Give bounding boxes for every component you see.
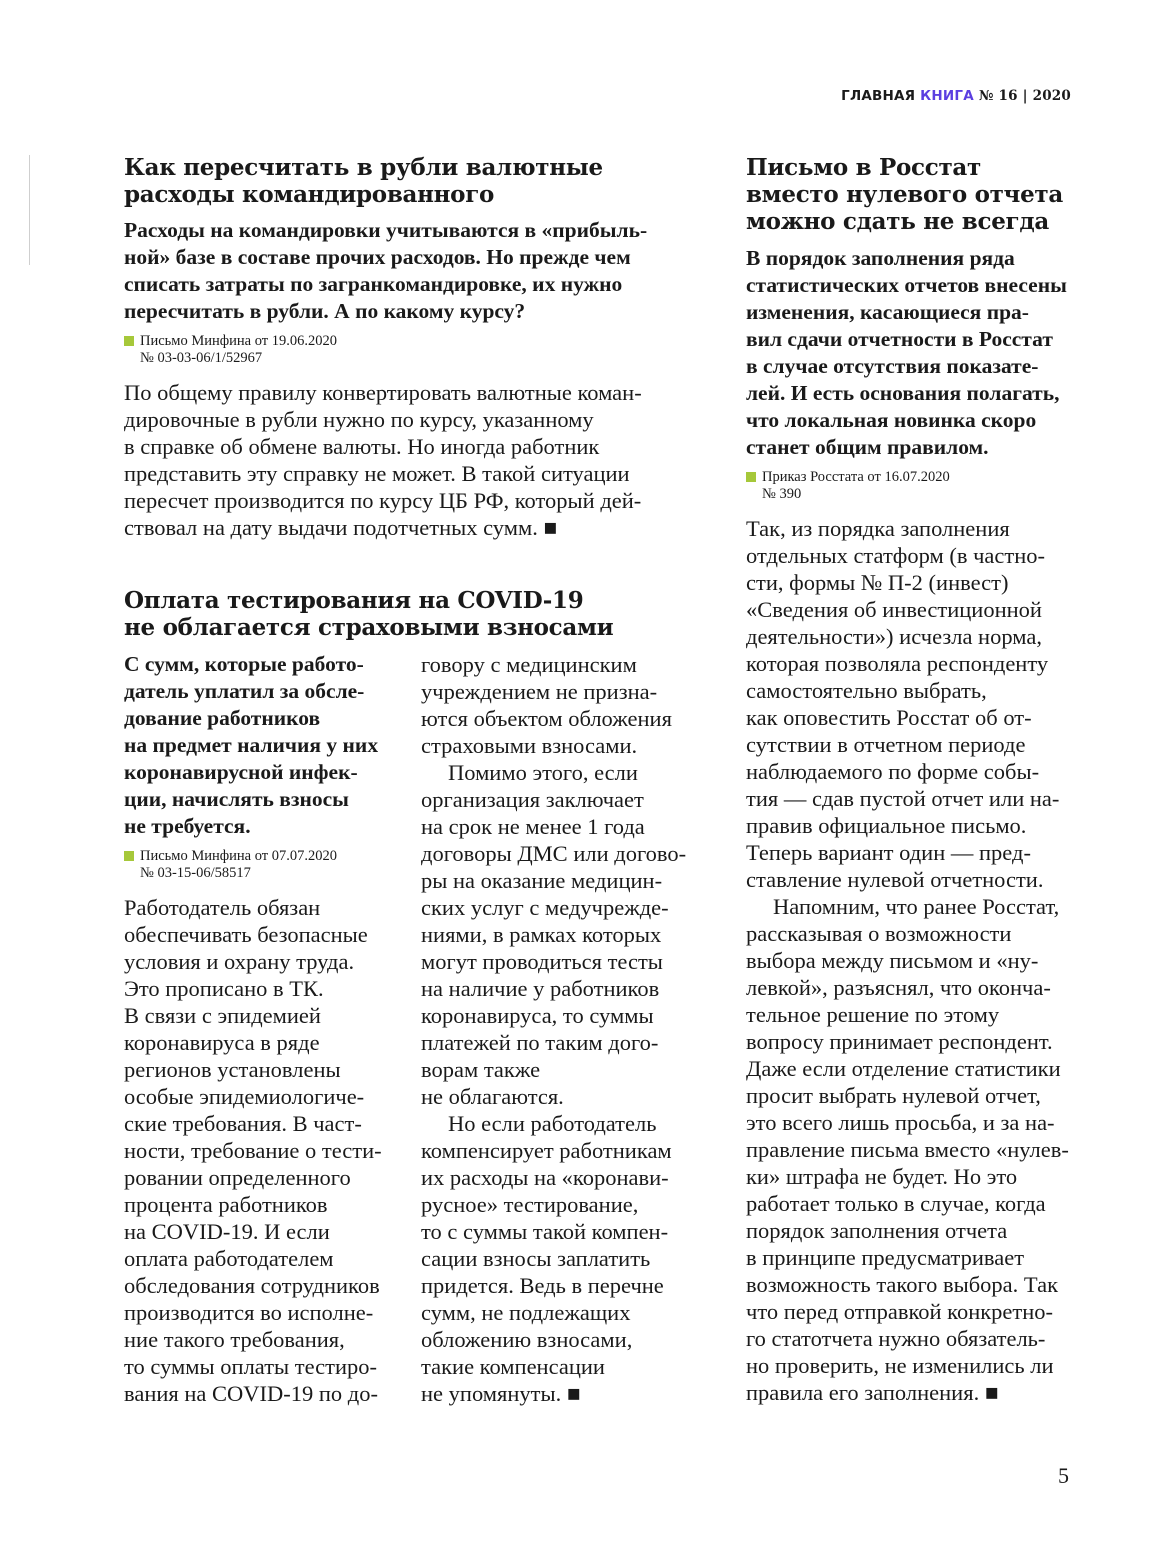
article1-source bbox=[124, 333, 337, 367]
article2-lead: С сумм, которые работо- датель уплатил за обсле- дование работников на предмет наличия у них коронавирусной инфек- ции, начислять взносы не требуется. bbox=[124, 652, 379, 838]
article3-source bbox=[746, 469, 950, 503]
source-marker-icon bbox=[124, 851, 134, 861]
article2-column1 bbox=[124, 894, 382, 1407]
source-text: Приказ Росстата от 16.07.2020 № 390 bbox=[762, 469, 950, 502]
paragraph: По общему правилу конвертировать валютные коман- дировочные в рубли нужно по курсу, указанному в справке об обмене валюты. Но иногда работник представить эту справку не может. В такой ситуации пересчет производится по курсу ЦБ РФ, который дей- ствовал на дату выдачи подотчетных сумм. ■ bbox=[124, 380, 642, 540]
article3-body bbox=[746, 515, 1069, 1406]
article2-title: Оплата тестирования на COVID-19 не облагается страховыми взносами bbox=[124, 587, 614, 641]
brand-accent: КНИГА bbox=[920, 88, 974, 104]
paragraph: Так, из порядка заполнения отдельных статформ (в частно- сти, формы № П-2 (инвест) «Сведения об инвестиционной деятельности») исчезла норма, которая позволяла респонденту самостоятельно выбрать, как оповестить Росстат об от- сутствии в отчетном периоде наблюдаемого по форме собы- тия — сдав пустой отчет или на- правив официальное письмо. Теперь вариант один — пред- ставление нулевой отчетности. bbox=[746, 516, 1060, 892]
running-header bbox=[841, 88, 1071, 104]
paragraph: Но если работодатель компенсирует работникам их расходы на «коронави- русное» тестирование, то с суммы такой компен- сации взносы заплатить придется. Ведь в перечне сумм, не подлежащих обложению взносами, такие компенсации не упомянуты. ■ bbox=[421, 1111, 672, 1406]
article2-source bbox=[124, 848, 337, 882]
article3-title: Письмо в Росстат вместо нулевого отчета можно сдать не всегда bbox=[746, 154, 1063, 235]
source-text: Письмо Минфина от 19.06.2020 № 03-03-06/1/52967 bbox=[140, 333, 337, 366]
page-number: 5 bbox=[1058, 1463, 1069, 1488]
brand-main: ГЛАВНАЯ bbox=[841, 88, 921, 104]
paragraph: Работодатель обязан обеспечивать безопасные условия и охрану труда. Это прописано в ТК. В связи с эпидемией коронавируса в ряде регионов установлены особые эпидемиологиче- ские требования. В част- ности, требование о тести- ровании определенного процента работников на COVID-19. И если оплата работодателем обследования сотрудников производится во исполне- ние такого требования, то суммы оплаты тестиро- вания на COVID-19 по до- bbox=[124, 895, 382, 1406]
issue-number: № 16 | 2020 bbox=[973, 88, 1071, 104]
article1-title: Как пересчитать в рубли валютные расходы командированного bbox=[124, 154, 603, 208]
paragraph: говору с медицинским учреждением не призна- ются объектом обложения страховыми взносами. bbox=[421, 652, 672, 758]
source-marker-icon bbox=[124, 336, 134, 346]
article1-lead: Расходы на командировки учитываются в «прибыль- ной» базе в составе прочих расходов. Но прежде чем списать затраты по загранкомандировке, их нужно пересчитать в рубли. А по какому курсу? bbox=[124, 218, 648, 323]
paragraph: Напомним, что ранее Росстат, рассказывая о возможности выбора между письмом и «ну- левкой», разъяснял, что оконча- тельное решение по этому вопросу принимает респондент. Даже если отделение статистики просит выбрать нулевой отчет, это всего лишь просьба, и за на- правление письма вместо «нулев- ки» штрафа не будет. Но это работает только в случае, когда порядок заполнения отчета в принципе предусматривает возможность такого выбора. Так что перед отправкой конкретно- го статотчета нужно обязатель- но проверить, не изменились ли правила его заполнения. ■ bbox=[746, 894, 1069, 1405]
margin-rule bbox=[29, 155, 30, 265]
article3-lead: В порядок заполнения ряда статистических отчетов внесены изменения, касающиеся пра- вил сдачи отчетности в Росстат в случае отсутствия показате- лей. И есть основания полагать, что локальная новинка скоро станет общим правилом. bbox=[746, 246, 1067, 459]
source-marker-icon bbox=[746, 472, 756, 482]
article1-body bbox=[124, 379, 642, 541]
article2-column2 bbox=[421, 651, 686, 1407]
source-text: Письмо Минфина от 07.07.2020 № 03-15-06/58517 bbox=[140, 848, 337, 881]
paragraph: Помимо этого, если организация заключает на срок не менее 1 года договоры ДМС или догово- ры на оказание медицин- ских услуг с медучрежде- ниями, в рамках которых могут проводиться тесты на наличие у работников коронавируса, то суммы платежей по таким дого- ворам также не облагаются. bbox=[421, 760, 687, 1109]
